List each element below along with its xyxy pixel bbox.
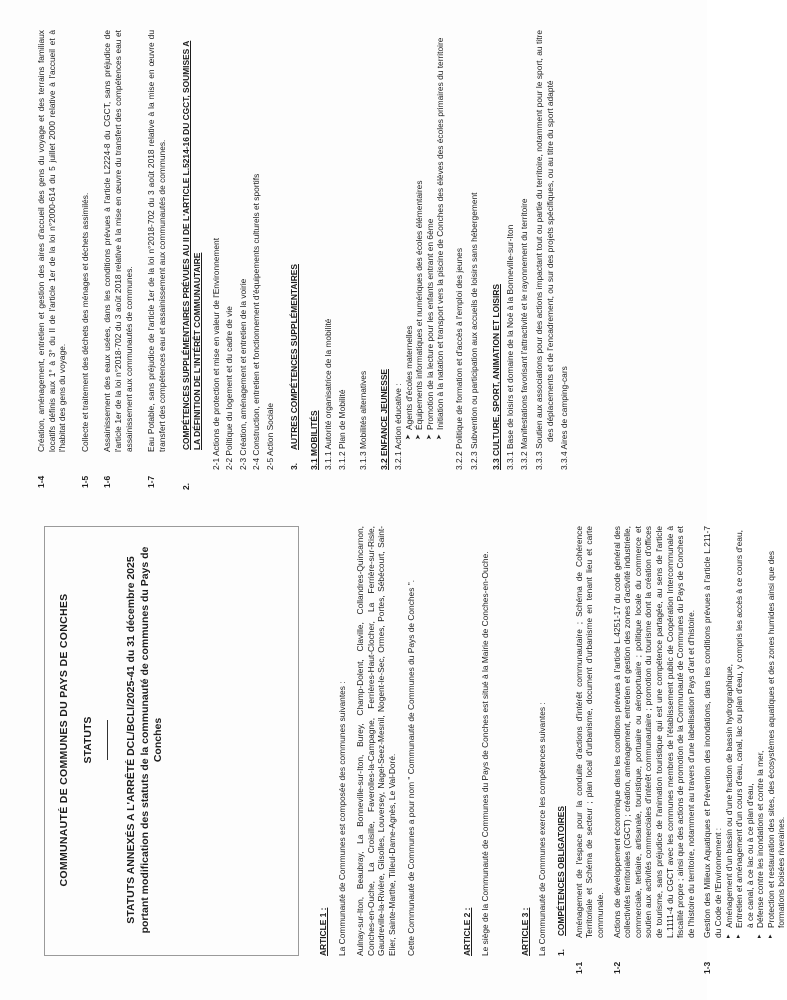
competence-1-6 [102,30,134,488]
competence-1-6-text: Assainissement des eaux usées, dans les conditions prévues à l'article L2224-8 du CGCT, sans préjudice de l'article 1er de la loi n°2018-702 du 3 août 2018 relative à la mise en œuvre du transfert des compétences eau et assainissement aux communautés de communes. [102,30,134,452]
competence-1-3-text: Gestion des Milieux Aquatiques et Prévention des inondations, dans les conditions prévues à l'article L.211-7 du Code de l'Environnement : [702,526,723,938]
section-2-heading [181,30,202,490]
competence-1-7-number: 1-7 [146,475,157,488]
list-item: 2-5 Action Sociale [264,402,275,470]
competence-1-5-text: Collecte et traitement des déchets des ménages et déchets assimilés. [79,192,90,452]
list-item: ▸ Aménagement d'un bassin ou d'une fraction de bassin hydrographique, [724,526,735,956]
list-item: 2-3 Création, aménagement et entretien de la voirie [237,278,248,470]
competence-1-5 [79,30,91,488]
list-item: 3.2.2 Politique de formation et d'accès à l'emploi des jeunes [454,247,465,470]
competence-1-5-number: 1-5 [79,475,90,488]
competence-1-1-number: 1-1 [573,961,584,974]
list-item: 3.2.3 Subvention ou participation aux accueils de loisirs sans hébergement [468,192,479,470]
list-item: 3.1.1 Autorité organisatrice de la mobilité [322,318,333,470]
section-3-heading [289,30,300,470]
list-item: 3.3.3 Soutien aux associations pour des actions impactant tout ou partie du territoire, notamment pour le sport, au titre des déplacements et de l'encadrement, ou sur des projets spécifiques, ou au titre du sport adapté [534,30,555,470]
title-box [44,526,299,956]
list-item: ▸ Défense contre les inondations et contre la mer, [755,526,766,956]
list-item: ➤ Promotion de la lecture pour les enfants entrant en 6ème [425,30,436,470]
article-2 [462,526,490,956]
list-item: ➤ Agents d'écoles maternelles [404,30,415,470]
list-item: 3.3.1 Base de loisirs et domaine de la Noë à la Bonneville-sur-Iton [504,224,515,470]
article-1-heading: ARTICLE 1 : [318,907,328,956]
subsection-3-1: 3.1 MOBILITÉS [309,410,320,470]
list-item: ➤ Initiation à la natation et transport vers la piscine de Conches des élèves des écoles primaires du territoire [435,30,446,470]
article-3 [520,526,787,974]
competence-1-1-text: Aménagement de l'espace pour la conduite d'actions d'intérêt communautaire ; Schéma de Cohérence Territoriale et Schéma de secteur ; plan local d'urbanisme, document d'urbanisme en tenant lieu et carte communale. [573,526,605,938]
list-item: 3.3.4 Aires de camping-cars [559,366,570,470]
article-1-communes: Aulnay-sur-Iton, Beaubray, La Bonneville-sur-Iton, Burey, Champ-Dolent, Claville, Collandres-Quincarnon, Conches-en-Ouche, La Croisille, Faverolles-la-Campagne, Ferrières-Haut-Clocher, La Ferrière-sur-Risle, Gaudreville-la-Rivière, Glisolles, Louversey, Nagel-Seez-Mesnil, Nogent-le-Sec, Ormes, Portes, Sébécourt, Saint-Elier, Sainte-Marthe, Tilleul-Dame-Agnès, Le Val-Doré. [355,526,397,956]
main-title: STATUTS ANNEXÉS A L'ARRÊTÉ DCL/BCLI/2025-41 du 31 décembre 2025 portant modification des statuts de la communauté de communes du Pays de Conches [125,546,164,934]
article-1-name: Cette Communauté de Communes a pour nom " Communauté de Communes du Pays de Conches ". [405,579,416,956]
list-item: 3.1.2 Plan de Mobilité [337,389,348,470]
section-3-number: 3. [288,463,299,470]
article-1-intro: La Communauté de Communes est composée des communes suivantes : [336,681,347,956]
list-item: 3.2.1 Action éducative : [393,383,404,470]
section-3-title: AUTRES COMPÉTENCES SUPPLÉMENTAIRES [288,264,299,450]
list-item: 3.3.2 Manifestations favorisant l'attractivité et le rayonnement du territoire [519,198,530,470]
competence-1-1 [573,526,606,974]
competence-1-6-number: 1-6 [102,475,113,488]
subsection-3-3: 3.3 CULTURE, SPORT, ANIMATION ET LOISIRS [491,284,502,470]
right-content [36,30,570,490]
competence-1-2 [611,526,697,974]
section-1-heading [556,526,567,956]
article-2-heading: ARTICLE 2 : [462,907,472,956]
list-item: 2-1 Actions de protection et mise en valeur de l'Environnement [210,237,221,470]
article-1 [318,526,416,956]
competence-1-7-text: Eau Potable, sans préjudice de l'article 1er de la loi n°2018-702 du 3 août 2018 relative à la mise en œuvre du transfert des compétences eau et assainissement aux communautés de communes. [146,30,167,452]
statuts-title: STATUTS [82,716,94,764]
competence-1-4 [36,30,68,488]
list-item: ▸ Protection et restauration des sites, des écosystèmes aquatiques et des zones humides ainsi que des formations boisées riveraines. [766,526,787,956]
competence-1-2-number: 1-2 [611,961,622,974]
competence-1-3-number: 1-3 [702,961,713,974]
subsection-3-2: 3.2 ENFANCE JEUNESSE [379,369,390,470]
competence-1-7 [146,30,167,488]
section-2-title: COMPÉTENCES SUPPLÉMENTAIRES PRÉVUES AU II DE L'ARTICLE L.5214-16 DU CGCT, SOUMISES A LA DÉFINITION DE L'INTÉRÊT COMMUNAUTAIRE [181,40,202,450]
title-divider [107,720,108,760]
section-1-title: COMPÉTENCES OBLIGATOIRES [556,806,567,936]
list-item: ➤ Équipements informatiques et numériques des écoles élémentaires [414,30,425,470]
section-1-number: 1. [556,949,567,956]
section-2-number: 2. [181,483,192,490]
article-2-text: Le siège de la Communauté de Communes du Pays de Conches est situé à la Mairie de Conches-en-Ouche. [479,551,490,956]
list-item: ▸ Entretien et aménagement d'un cours d'eau, canal, lac ou plan d'eau, y compris les accès à ce cours d'eau, à ce canal, à ce lac ou à ce plan d'eau, [734,526,755,956]
list-item: 2-4 Construction, entretien et fonctionnement d'équipements culturels et sportifs [251,173,262,470]
article-3-intro: La Communauté de Communes exerce les compétences suivantes : [536,702,547,956]
competence-1-3 [702,526,723,974]
competence-1-2-text: Actions de développement économique dans les conditions prévues à l'article L.4251-17 du code général des collectivités territoriales (CGCT) ; création, aménagement, entretien et gestion des zones d'activité industrielle, commerciale, tertiaire, artisanale, touristique, portuaire ou aéroportuaire ; politique locale du commerce et soutien aux activités commerciales d'intérêt communautaire ; promotion du tourisme dont la création d'offices de tourisme, sans préjudice de l'animation touristique qui est une compétence partagée, au sens de l'article L.1111-4 du CGCT avec les communes membres de l'établissement public de Coopération Intercommunale à fiscalité propre ; ainsi que des actions de promotion de la Communauté de Communes du Pays de Conches et de l'histoire du territoire, notamment au travers d'une labellisation Pays d'art et d'histoire. [611,526,696,938]
org-title: COMMUNAUTÉ DE COMMUNES DU PAYS DE CONCHES [58,593,70,887]
list-item: 3.1.3 Mobilités alternatives [357,370,368,470]
competence-1-4-number: 1-4 [36,475,46,488]
list-item: 2-2 Politique du logement et du cadre de vie [224,306,235,470]
competence-1-4-text: Création, aménagement, entretien et gestion des aires d'accueil des gens du voyage et des terrains familiaux locatifs définis aux 1° à 3° du II de l'article 1er de la loi n°2000-614 du 5 juillet 2000 relative à l'accueil et à l'habitat des gens du voyage. [36,30,68,452]
article-3-heading: ARTICLE 3 : [520,907,530,956]
